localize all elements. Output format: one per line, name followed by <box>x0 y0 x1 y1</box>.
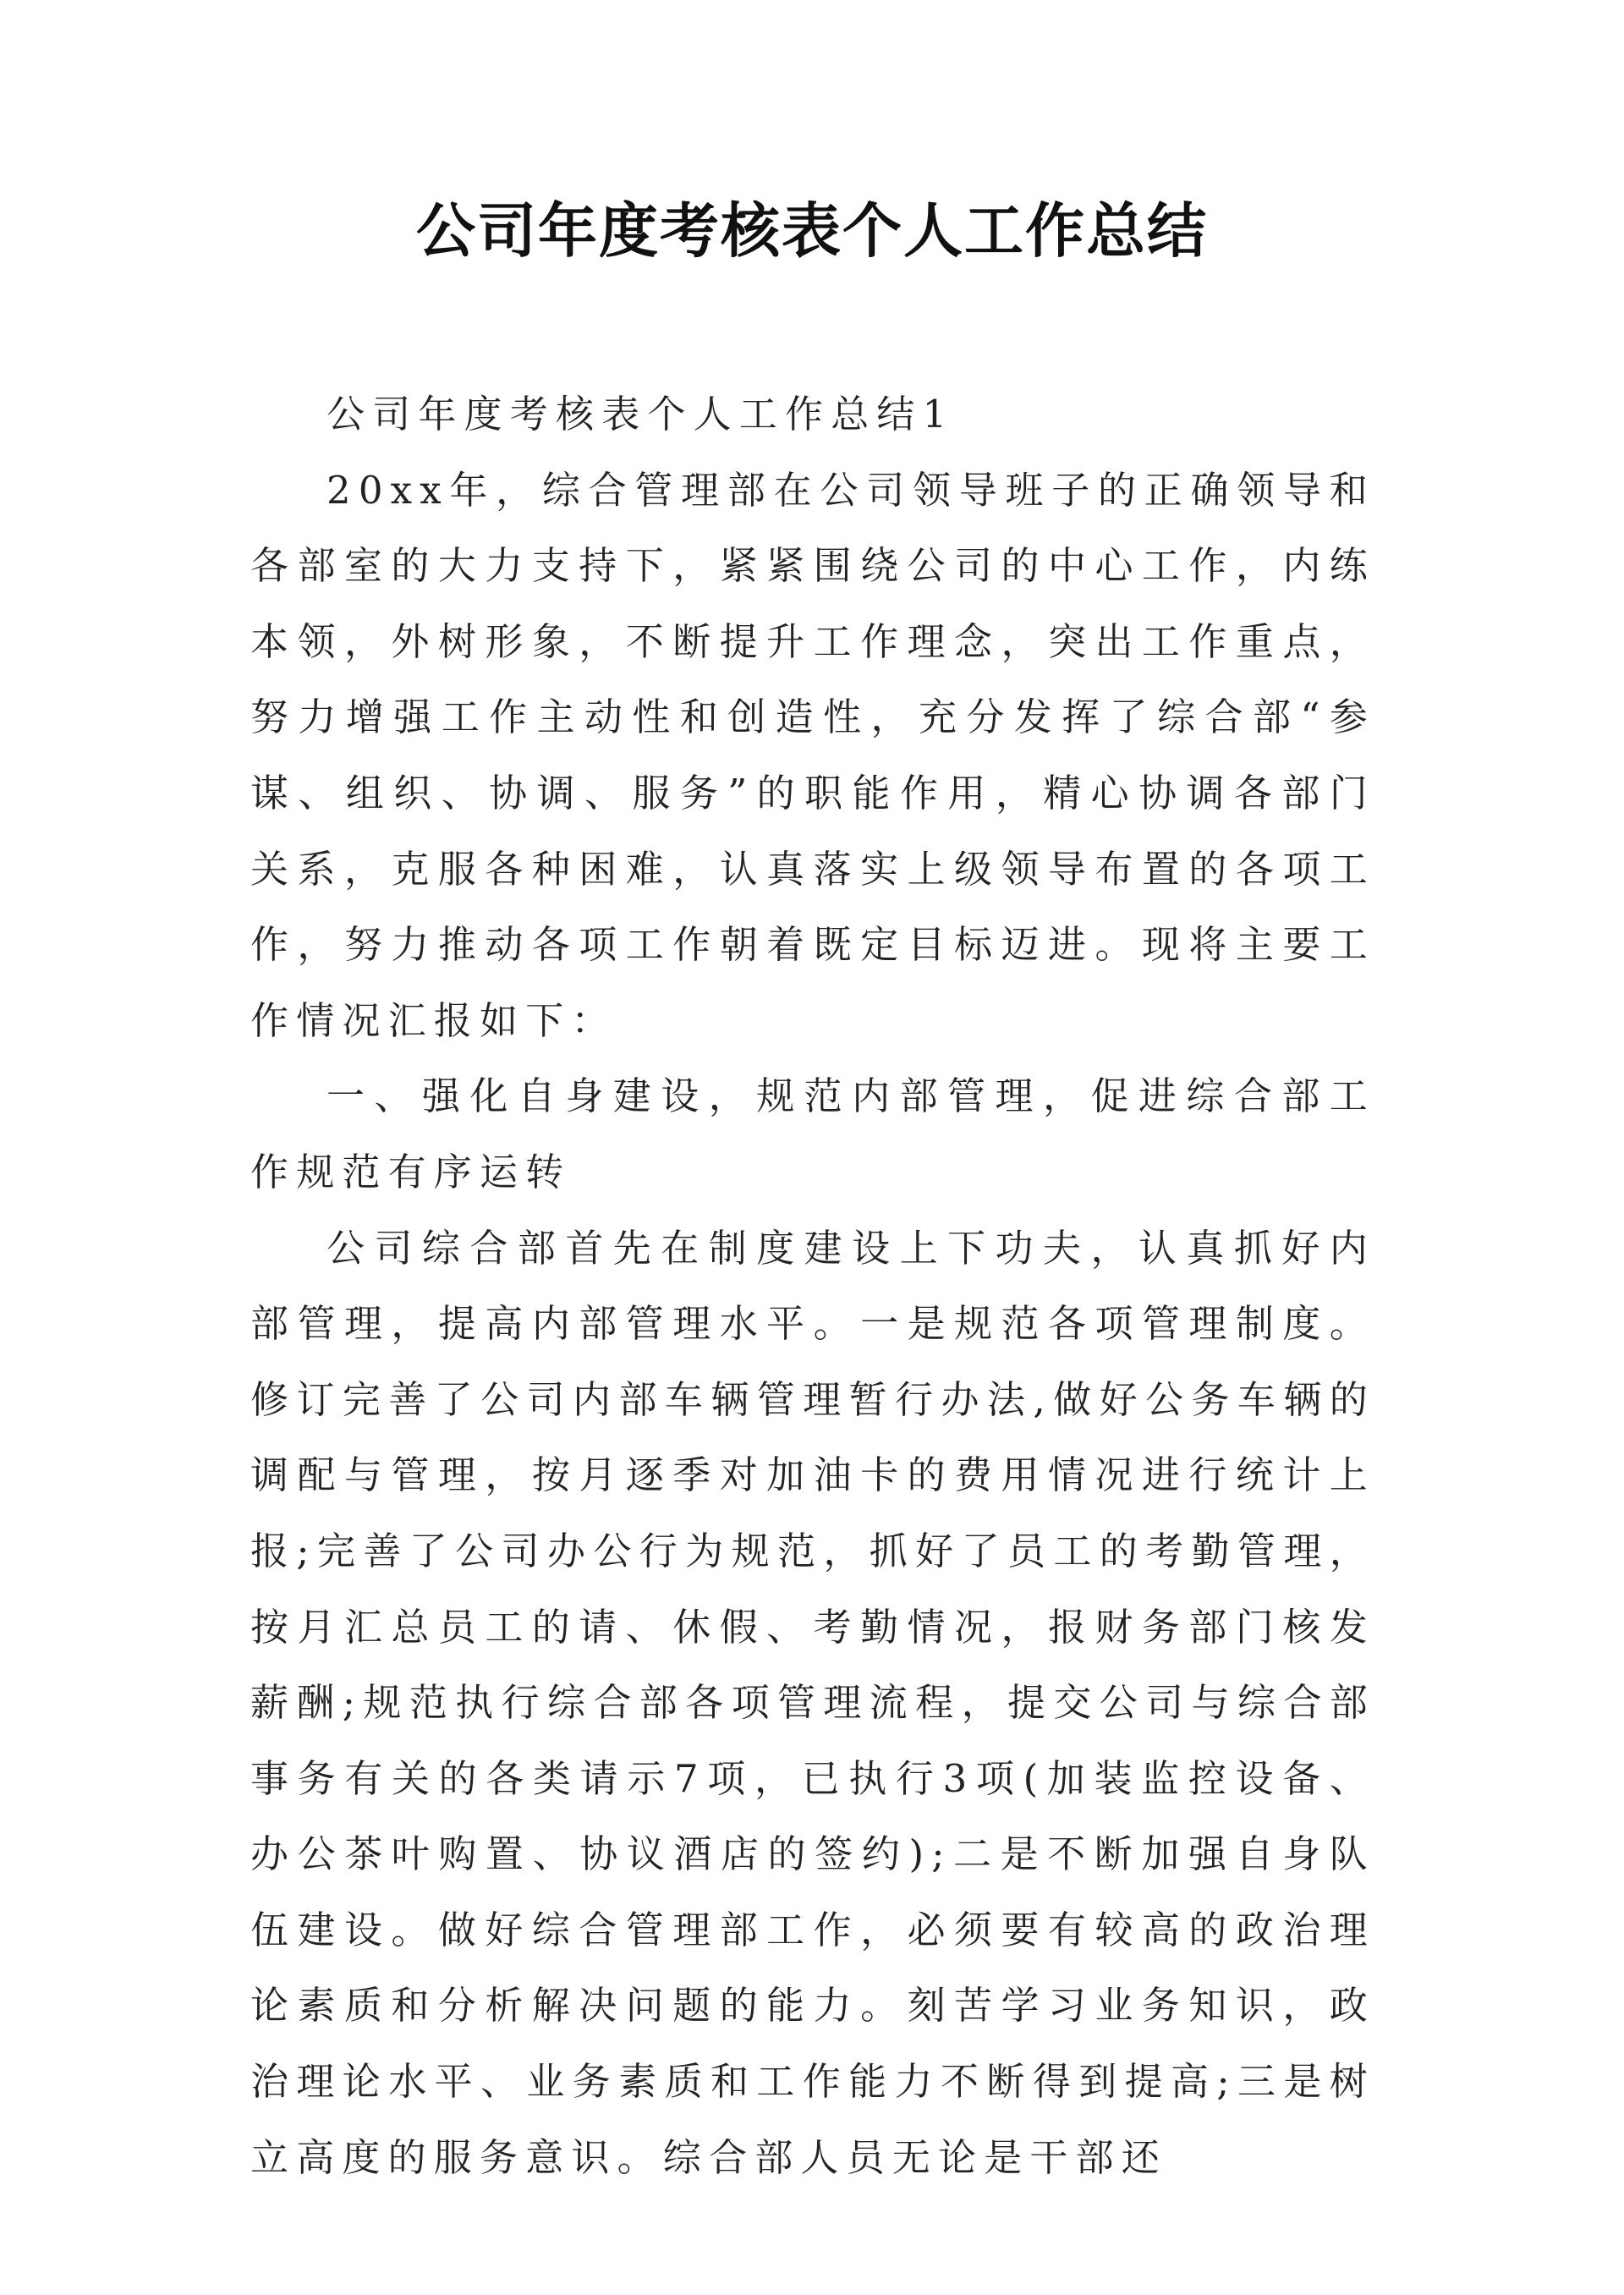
body-paragraph: 公司综合部首先在制度建设上下功夫，认真抓好内部管理，提高内部管理水平。一是规范各项管理制度。修订完善了公司内部车辆管理暂行办法,做好公务车辆的调配与管理，按月逐季对加油卡的费用情况进行统计上报;完善了公司办公行为规范，抓好了员工的考勤管理，按月汇总员工的请、休假、考勤情况，报财务部门核发薪酬;规范执行综合部各项管理流程，提交公司与综合部事务有关的各类请示7项，已执行3项(加装监控设备、办公茶叶购置、协议酒店的签约);二是不断加强自身队伍建设。做好综合管理部工作，必须要有较高的政治理论素质和分析解决问题的能力。刻苦学习业务知识，政治理论水平、业务素质和工作能力不断得到提高;三是树立高度的服务意识。综合部人员无论是干部还 <box>250 1225 1375 2180</box>
body-paragraph: 一、强化自身建设，规范内部管理，促进综合部工作规范有序运转 <box>250 1073 1375 1194</box>
body-paragraph: 20xx年，综合管理部在公司领导班子的正确领导和各部室的大力支持下，紧紧围绕公司的中心工作，内练本领，外树形象，不断提升工作理念，突出工作重点，努力增强工作主动性和创造性，充分发挥了综合部“参谋、组织、协调、服务”的职能作用，精心协调各部门关系，克服各种困难，认真落实上级领导布置的各项工作，努力推动各项工作朝着既定目标迈进。现将主要工作情况汇报如下： <box>250 467 1375 1043</box>
section-heading: 公司年度考核表个人工作总结1 <box>326 392 955 436</box>
document-title: 公司年度考核表个人工作总结 <box>416 196 1208 266</box>
document-body <box>250 376 1375 2195</box>
